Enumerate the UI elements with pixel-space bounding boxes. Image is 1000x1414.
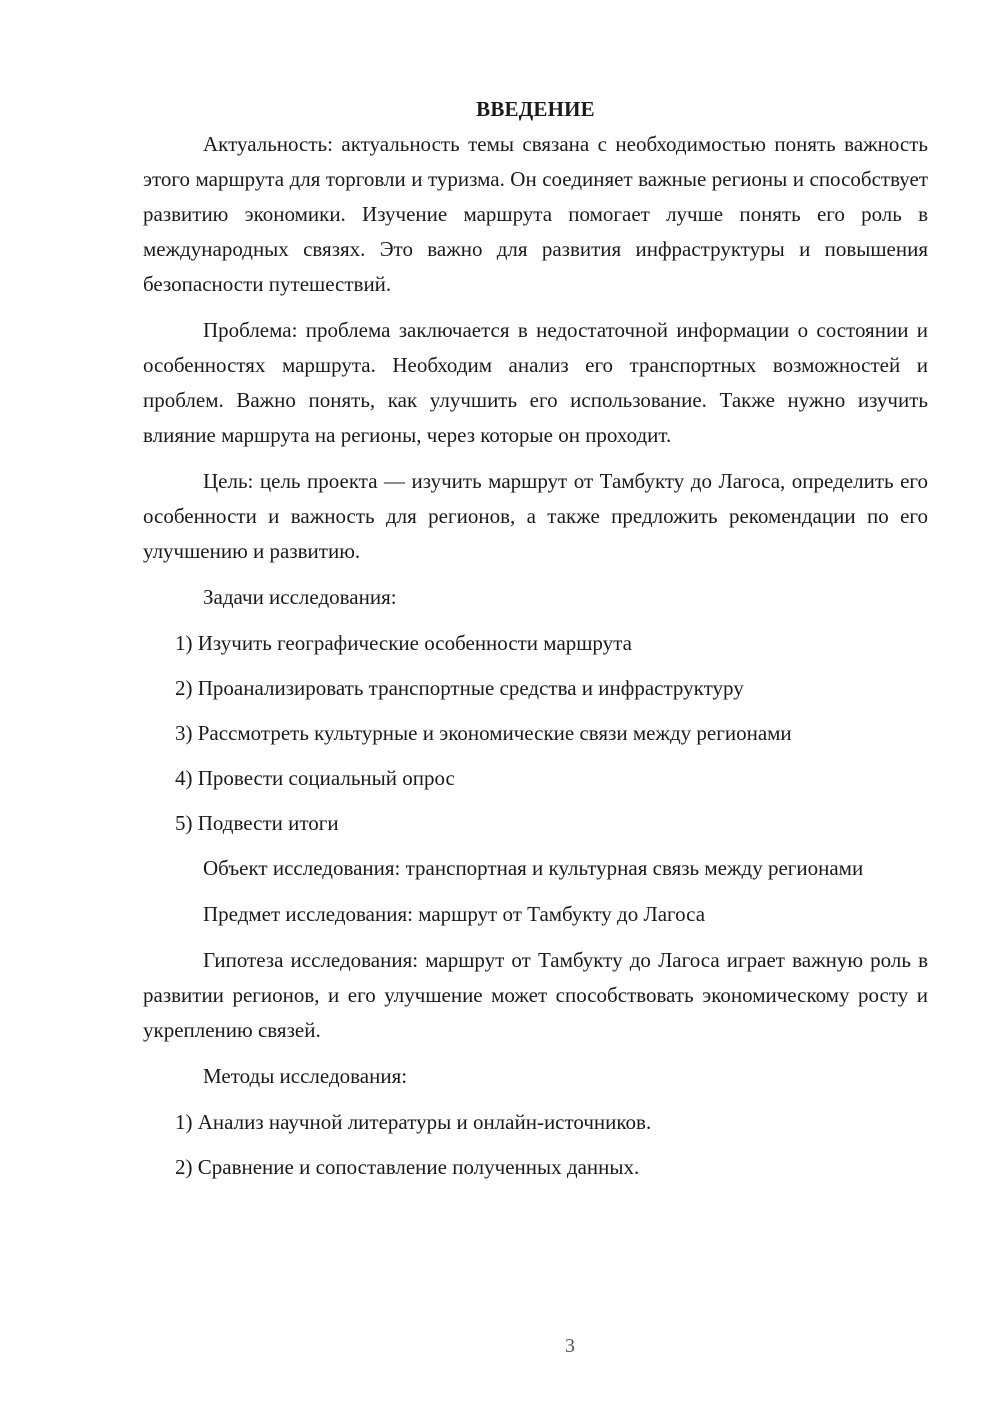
object-paragraph: Объект исследования: транспортная и культурная связь между регионами [203, 856, 864, 880]
hypothesis-paragraph: Гипотеза исследования: маршрут от Тамбукту до Лагоса играет важную роль в развитии регионов, и его улучшение может способствовать экономическому росту и укреплению связей. [143, 948, 928, 1042]
relevance-paragraph: Актуальность: актуальность темы связана с необходимостью понять важность этого маршрута для торговли и туризма. Он соединяет важные регионы и способствует развитию экономики. Изучение маршрута помогает лучше понять его роль в международных связях. Это важно для развития инфраструктуры и повышения безопасности путешествий. [143, 132, 928, 296]
list-item: 3) Рассмотреть культурные и экономические связи между регионами [175, 721, 792, 745]
list-item: 1) Анализ научной литературы и онлайн-источников. [175, 1110, 652, 1134]
methods-heading: Методы исследования: [203, 1064, 408, 1088]
problem-paragraph: Проблема: проблема заключается в недостаточной информации о состоянии и особенностях маршрута. Необходим анализ его транспортных возможностей и проблем. Важно понять, как улучшить его использование. Также нужно изучить влияние маршрута на регионы, через которые он проходит. [143, 318, 928, 447]
section-title: ВВЕДЕНИЕ [476, 97, 595, 121]
goal-paragraph: Цель: цель проекта — изучить маршрут от Тамбукту до Лагоса, определить его особенности и важность для регионов, а также предложить рекомендации по его улучшению и развитию. [143, 469, 928, 563]
page-number: 3 [565, 1335, 575, 1357]
methods-list [143, 1105, 928, 1185]
list-item: 2) Сравнение и сопоставление полученных данных. [175, 1155, 640, 1179]
list-item: 4) Провести социальный опрос [175, 766, 455, 790]
tasks-list [143, 626, 928, 841]
list-item: 5) Подвести итоги [175, 811, 339, 835]
list-item: 1) Изучить географические особенности маршрута [175, 631, 632, 655]
subject-paragraph: Предмет исследования: маршрут от Тамбукту до Лагоса [203, 902, 706, 926]
list-item: 2) Проанализировать транспортные средства и инфраструктуру [175, 676, 744, 700]
page-content [143, 92, 928, 1195]
tasks-heading: Задачи исследования: [203, 585, 397, 609]
